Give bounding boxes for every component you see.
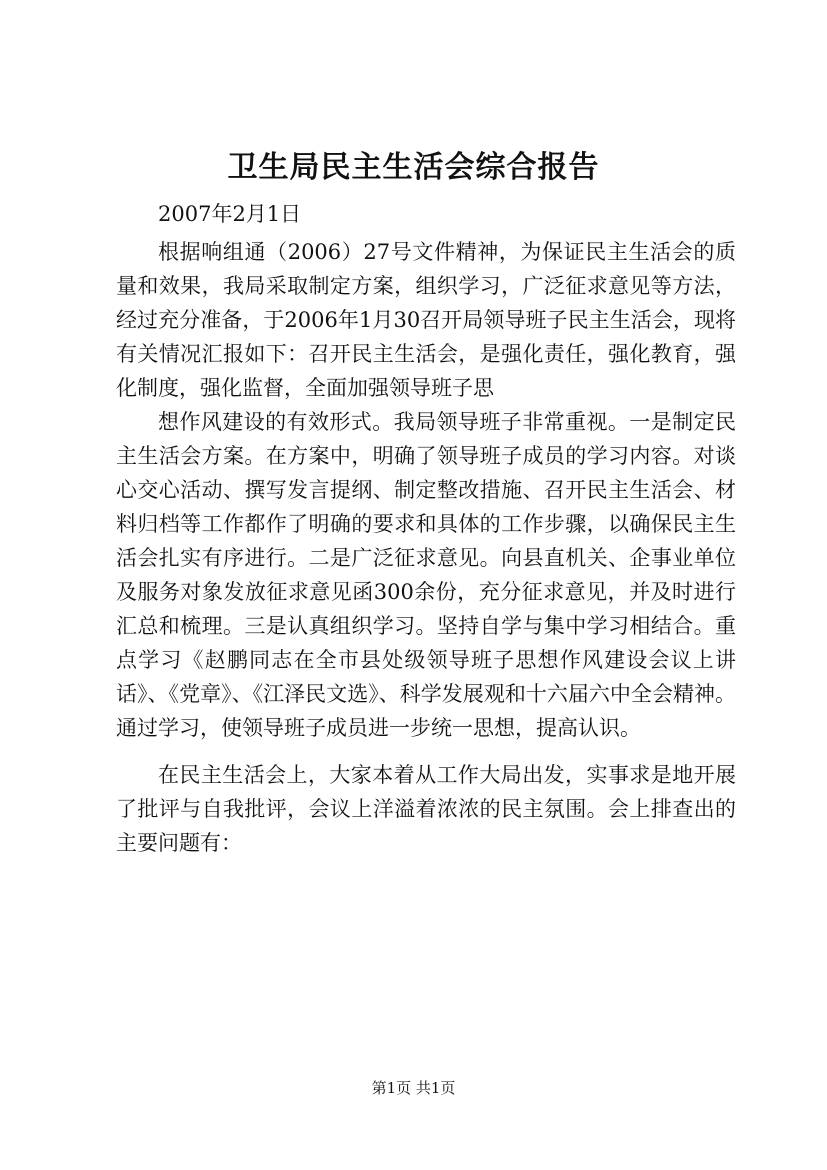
document-date: 2007年2月1日 xyxy=(158,202,302,226)
paragraph-2: 想作风建设的有效形式。我局领导班子非常重视。一是制定民主生活会方案。在方案中，明确了领导班子成员的学习内容。对谈心交心活动、撰写发言提纲、制定整改措施、召开民主生活会、材料归档等工作都作了明确的要求和具体的工作步骤，以确保民主生活会扎实有序进行。二是广泛征求意见。向县直机关、企事业单位及服务对象发放征求意见函300余份，充分征求意见，并及时进行汇总和梳理。三是认真组织学习。坚持自学与集中学习相结合。重点学习《赵鹏同志在全市县处级领导班子思想作风建设会议上讲话》、《党章》、《江泽民文选》、科学发展观和十六届六中全会精神。通过学习，使领导班子成员进一步统一思想，提高认识。 xyxy=(116,410,736,740)
paragraph-1: 根据响组通（2006）27号文件精神，为保证民主生活会的质量和效果，我局采取制定方案，组织学习，广泛征求意见等方法，经过充分准备，于2006年1月30召开局领导班子民主生活会，现将有关情况汇报如下：召开民主生活会，是强化责任，强化教育，强化制度，强化监督，全面加强领导班子思 xyxy=(116,240,736,400)
document-body xyxy=(116,197,736,860)
page-number: 第1页 共1页 xyxy=(371,1079,456,1097)
document-title: 卫生局民主生活会综合报告 xyxy=(227,150,600,185)
paragraph-3: 在民主生活会上，大家本着从工作大局出发，实事求是地开展了批评与自我批评，会议上洋溢着浓浓的民主氛围。会上排查出的主要问题有： xyxy=(116,763,736,855)
